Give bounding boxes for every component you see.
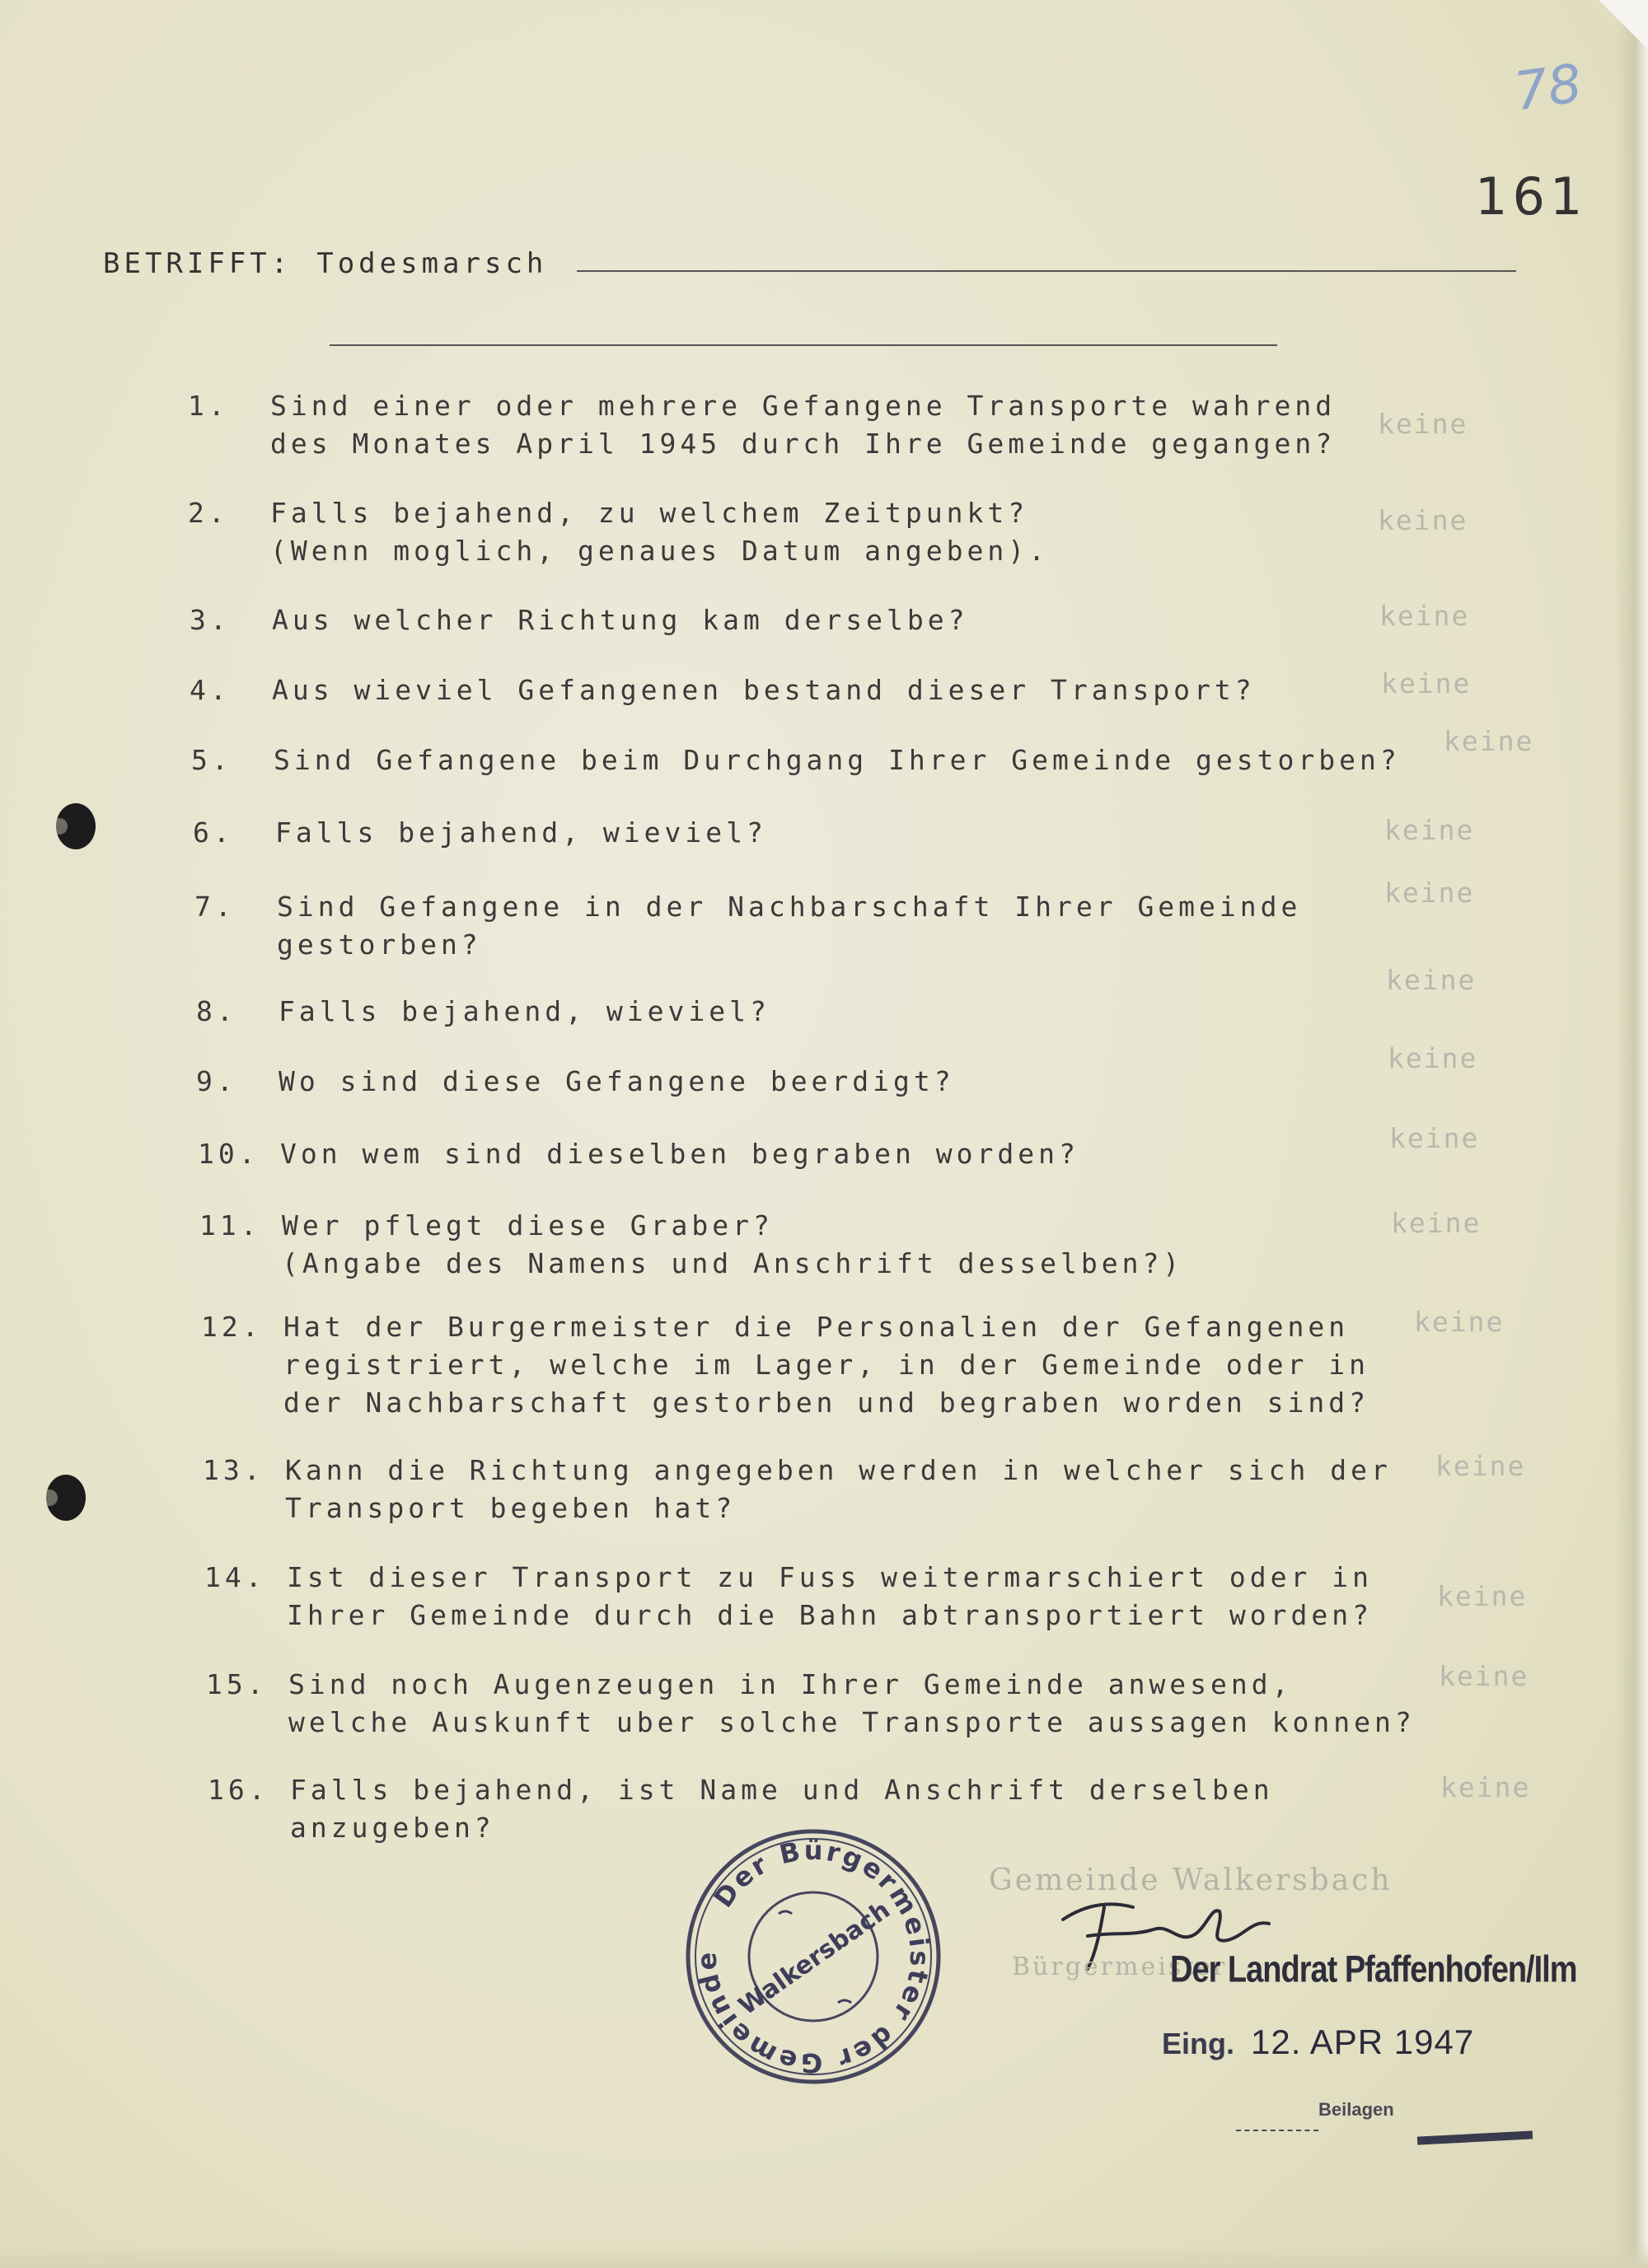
question-line: anzugeben? [290,1812,495,1844]
answer-6: keine [1384,814,1475,846]
stamp-outer-text: Der Bürgermeister der Gemeinde [691,1834,936,2079]
paper-edge-right [1615,0,1648,2268]
question-number: 10. [198,1138,260,1170]
answer-11: keine [1391,1207,1482,1239]
question-line: Wer pflegt diese Graber? [282,1209,774,1242]
handwritten-folio-note: 78 [1510,53,1586,124]
question-number: 9. [196,1065,237,1097]
question-line: Sind einer oder mehrere Gefangene Transporte wahrend [270,390,1337,422]
received-date: 12. APR 1947 [1251,2022,1475,2061]
question-line: Wo sind diese Gefangene beerdigt? [279,1065,955,1097]
question-line: Sind noch Augenzeugen in Ihrer Gemeinde anwesend, [288,1668,1293,1700]
question-line: Aus wieviel Gefangenen bestand dieser Transport? [272,674,1256,706]
question-number: 12. [201,1311,263,1343]
answer-5: keine [1444,725,1534,757]
received-office: Der Landrat Pfaffenhofen/Ilm [1170,1948,1577,1991]
question-number: 4. [190,674,231,706]
question-line: der Nachbarschaft gestorben und begraben worden sind? [283,1387,1369,1419]
question-line: Sind Gefangene beim Durchgang Ihrer Gemeinde gestorben? [274,744,1401,776]
question-line: welche Auskunft uber solche Transporte aussagen konnen? [288,1706,1416,1738]
subject-value: Todesmarsch [316,247,548,280]
question-number: 3. [190,604,231,636]
stamp-mark [838,2000,851,2003]
received-enclosures: Beilagen [1318,2099,1394,2120]
question-number: 8. [196,995,237,1027]
question-line: Transport begeben hat? [285,1492,737,1524]
question-line: des Monates April 1945 durch Ihre Gemeinde gegangen? [270,428,1337,460]
question-line: Kann die Richtung angegeben werden in welcher sich der [285,1454,1392,1486]
punch-hole-bottom [46,1475,86,1521]
question-line: Hat der Burgermeister die Personalien der Gefangenen [283,1311,1350,1343]
answer-16: keine [1440,1771,1531,1803]
question-number: 1. [188,390,229,422]
question-line: (Angabe des Namens und Anschrift desselben?) [282,1247,1184,1279]
question-number: 5. [191,744,232,776]
question-line: Falls bejahend, wieviel? [279,995,770,1027]
question-number: 14. [204,1561,266,1593]
stamp-mark [779,1911,792,1914]
answer-13: keine [1435,1450,1526,1482]
answer-9: keine [1388,1042,1478,1074]
question-number: 2. [188,497,229,529]
answer-8: keine [1386,964,1477,996]
punch-hole-top [56,803,96,849]
question-line: Von wem sind dieselben begraben worden? [280,1138,1079,1170]
received-prefix: Eing. [1162,2027,1234,2060]
received-line [1236,2130,1318,2131]
question-line: (Wenn moglich, genaues Datum angeben). [270,535,1049,567]
subject-label: BETRIFFT: [103,247,293,280]
official-round-stamp [681,1825,945,2088]
question-line: Ist dieser Transport zu Fuss weitermarschiert oder in [287,1561,1373,1593]
question-line: Aus welcher Richtung kam derselbe? [272,604,969,636]
question-number: 16. [208,1774,269,1806]
stamp-center-text: Walkersbach [733,1895,896,2022]
page-number: 161 [1475,166,1588,227]
answer-2: keine [1378,504,1468,536]
answer-7: keine [1384,877,1475,909]
question-number: 15. [206,1668,268,1700]
question-line: gestorben? [277,928,482,961]
answer-14: keine [1437,1580,1528,1612]
signature-community: Gemeinde Walkersbach [989,1864,1393,1897]
answer-12: keine [1414,1306,1505,1338]
answer-10: keine [1389,1122,1480,1154]
question-line: Falls bejahend, zu welchem Zeitpunkt? [270,497,1029,529]
question-number: 11. [199,1209,261,1242]
question-number: 13. [203,1454,265,1486]
subject-line [103,247,547,280]
answer-15: keine [1439,1660,1529,1692]
answer-4: keine [1381,667,1472,699]
question-line: Falls bejahend, ist Name und Anschrift derselben [290,1774,1274,1806]
question-number: 6. [193,816,234,849]
question-line: registriert, welche im Lager, in der Gemeinde oder in [283,1349,1369,1381]
answer-1: keine [1378,408,1468,440]
question-line: Ihrer Gemeinde durch die Bahn abtransportiert worden? [287,1599,1373,1631]
question-line: Sind Gefangene in der Nachbarschaft Ihrer Gemeinde [277,891,1302,923]
folded-corner [1599,0,1648,49]
received-ink-smudge [1417,2130,1533,2144]
question-line: Falls bejahend, wieviel? [275,816,767,849]
subject-underline [577,270,1516,272]
subject-underline-2 [330,344,1277,346]
answer-3: keine [1379,600,1470,632]
signature-title: Bürgermeister [1012,1952,1228,1981]
question-number: 7. [194,891,236,923]
paper-edge-bottom [0,2243,1648,2268]
